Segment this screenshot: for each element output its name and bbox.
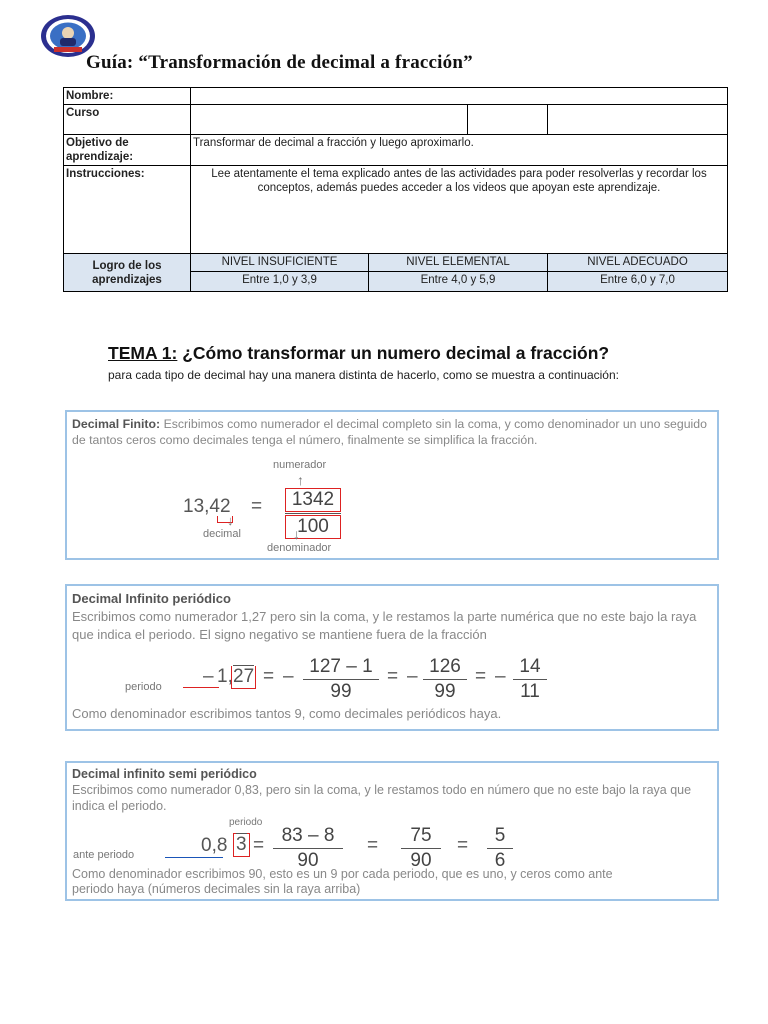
row-curso (64, 105, 728, 135)
semi-fraction-2: 75 90 (401, 825, 441, 872)
finito-numerator: 1342 (285, 488, 341, 512)
semi-text: Escribimos como numerador 0,83, pero sin la coma, y le restamos todo en número que no este bajo la raya que indica el periodo. (72, 783, 692, 813)
instrucciones-label: Instrucciones: (64, 166, 191, 254)
box-decimal-semi-periodico (65, 761, 719, 901)
curso-label: Curso (64, 105, 191, 135)
level-name-2: NIVEL ELEMENTAL (369, 254, 548, 272)
row-instrucciones (64, 166, 728, 254)
periodico-minus-2: – (407, 666, 418, 687)
periodico-fraction-3: 14 11 (513, 656, 547, 703)
semi-fraction-1: 83 – 8 90 (273, 825, 343, 872)
page-title: Guía: “Transformación de decimal a fracción” (86, 52, 473, 73)
objetivo-value: Transformar de decimal a fracción y luego aproximarlo. (191, 135, 728, 166)
denominador-label: denominador (267, 542, 332, 554)
decimal-label: decimal (203, 528, 241, 540)
periodico-neg: – (203, 666, 214, 687)
periodico-eq-3: = (475, 666, 487, 687)
periodico-footer: Como denominador escribimos tantos 9, como decimales periódicos haya. (72, 706, 502, 721)
numerador-label: numerador (273, 459, 327, 471)
semi-heading: Decimal infinito semi periódico (72, 767, 257, 781)
semi-periodo-label: periodo (229, 817, 263, 828)
info-table (63, 87, 728, 292)
curso-field-2[interactable] (468, 105, 548, 135)
finito-equals: = (251, 496, 263, 517)
tema-heading (108, 343, 609, 364)
row-levels (64, 254, 728, 272)
finito-paragraph (72, 416, 712, 448)
level-name-1: NIVEL INSUFICIENTE (191, 254, 369, 272)
arrow-down-icon: ↓ (293, 526, 300, 542)
row-objetivo (64, 135, 728, 166)
semi-period: 3 (233, 833, 250, 857)
periodico-eq-1: = (263, 666, 275, 687)
nombre-field[interactable] (191, 88, 728, 105)
semi-footer: Como denominador escribimos 90, esto es un 9 por cada periodo, que es uno, y ceros como ante periodo haya (números decimales sin la raya arriba) (72, 867, 613, 896)
ante-periodo-label: ante periodo (73, 849, 135, 861)
curso-field-3[interactable] (548, 105, 728, 135)
tema-label: TEMA 1: (108, 343, 178, 363)
semi-paragraph (72, 766, 712, 814)
finito-heading: Decimal Finito: (72, 417, 161, 431)
periodico-fraction-2: 126 99 (423, 656, 467, 703)
semi-integer: 0,8 (201, 835, 228, 856)
periodico-text: Escribimos como numerador 1,27 pero sin la coma, y le restamos la parte numérica que no este bajo la raya que indica el periodo. El signo negativo se mantiene fuera de la fracción (72, 609, 697, 642)
tema-intro: para cada tipo de decimal hay una manera distinta de hacerlo, como se muestra a continuación: (108, 368, 619, 382)
periodo-pointer-line (183, 687, 219, 688)
level-name-3: NIVEL ADECUADO (548, 254, 728, 272)
tema-question: ¿Cómo transformar un numero decimal a fracción? (182, 343, 610, 363)
semi-eq-2: = (367, 835, 379, 856)
arrow-down-icon: ↓ (227, 513, 234, 528)
periodico-paragraph (72, 590, 712, 644)
box-decimal-finito (65, 410, 719, 560)
objetivo-label: Objetivo de aprendizaje: (64, 135, 191, 166)
level-range-2: Entre 4,0 y 5,9 (369, 272, 548, 292)
row-nombre (64, 88, 728, 105)
semi-eq-3: = (457, 835, 469, 856)
nombre-label: Nombre: (64, 88, 191, 105)
periodico-eq-2: = (387, 666, 399, 687)
semi-eq-1: = (253, 835, 265, 856)
fraction-bar (285, 513, 341, 514)
curso-field[interactable] (191, 105, 468, 135)
periodico-minus-3: – (495, 666, 506, 687)
level-range-3: Entre 6,0 y 7,0 (548, 272, 728, 292)
semi-fraction-3: 5 6 (487, 825, 513, 872)
finito-decimal: 13,42 (183, 496, 231, 517)
level-range-1: Entre 1,0 y 3,9 (191, 272, 369, 292)
periodico-integer: 1, (217, 666, 233, 687)
instrucciones-value: Lee atentamente el tema explicado antes de las actividades para poder resolverlas y recordar los conceptos, además puedes acceder a los videos que apoyan este aprendizaje. (191, 166, 728, 254)
periodico-period: 27 (233, 666, 255, 687)
box-decimal-periodico (65, 584, 719, 731)
logro-label: Logro de los aprendizajes (64, 254, 191, 292)
periodico-minus-1: – (283, 666, 294, 687)
finito-text: Escribimos como numerador el decimal completo sin la coma, y como denominador un uno seguido de tantos ceros como decimales tenga el número, finalmente se simplifica la fracción. (72, 417, 707, 447)
periodo-label: periodo (125, 681, 162, 693)
periodico-heading: Decimal Infinito periódico (72, 591, 231, 606)
arrow-up-icon: ↑ (297, 472, 304, 488)
periodico-fraction-1: 127 – 1 99 (303, 656, 379, 703)
ante-pointer-line (165, 857, 223, 858)
finito-denominator: 100 (285, 515, 341, 539)
